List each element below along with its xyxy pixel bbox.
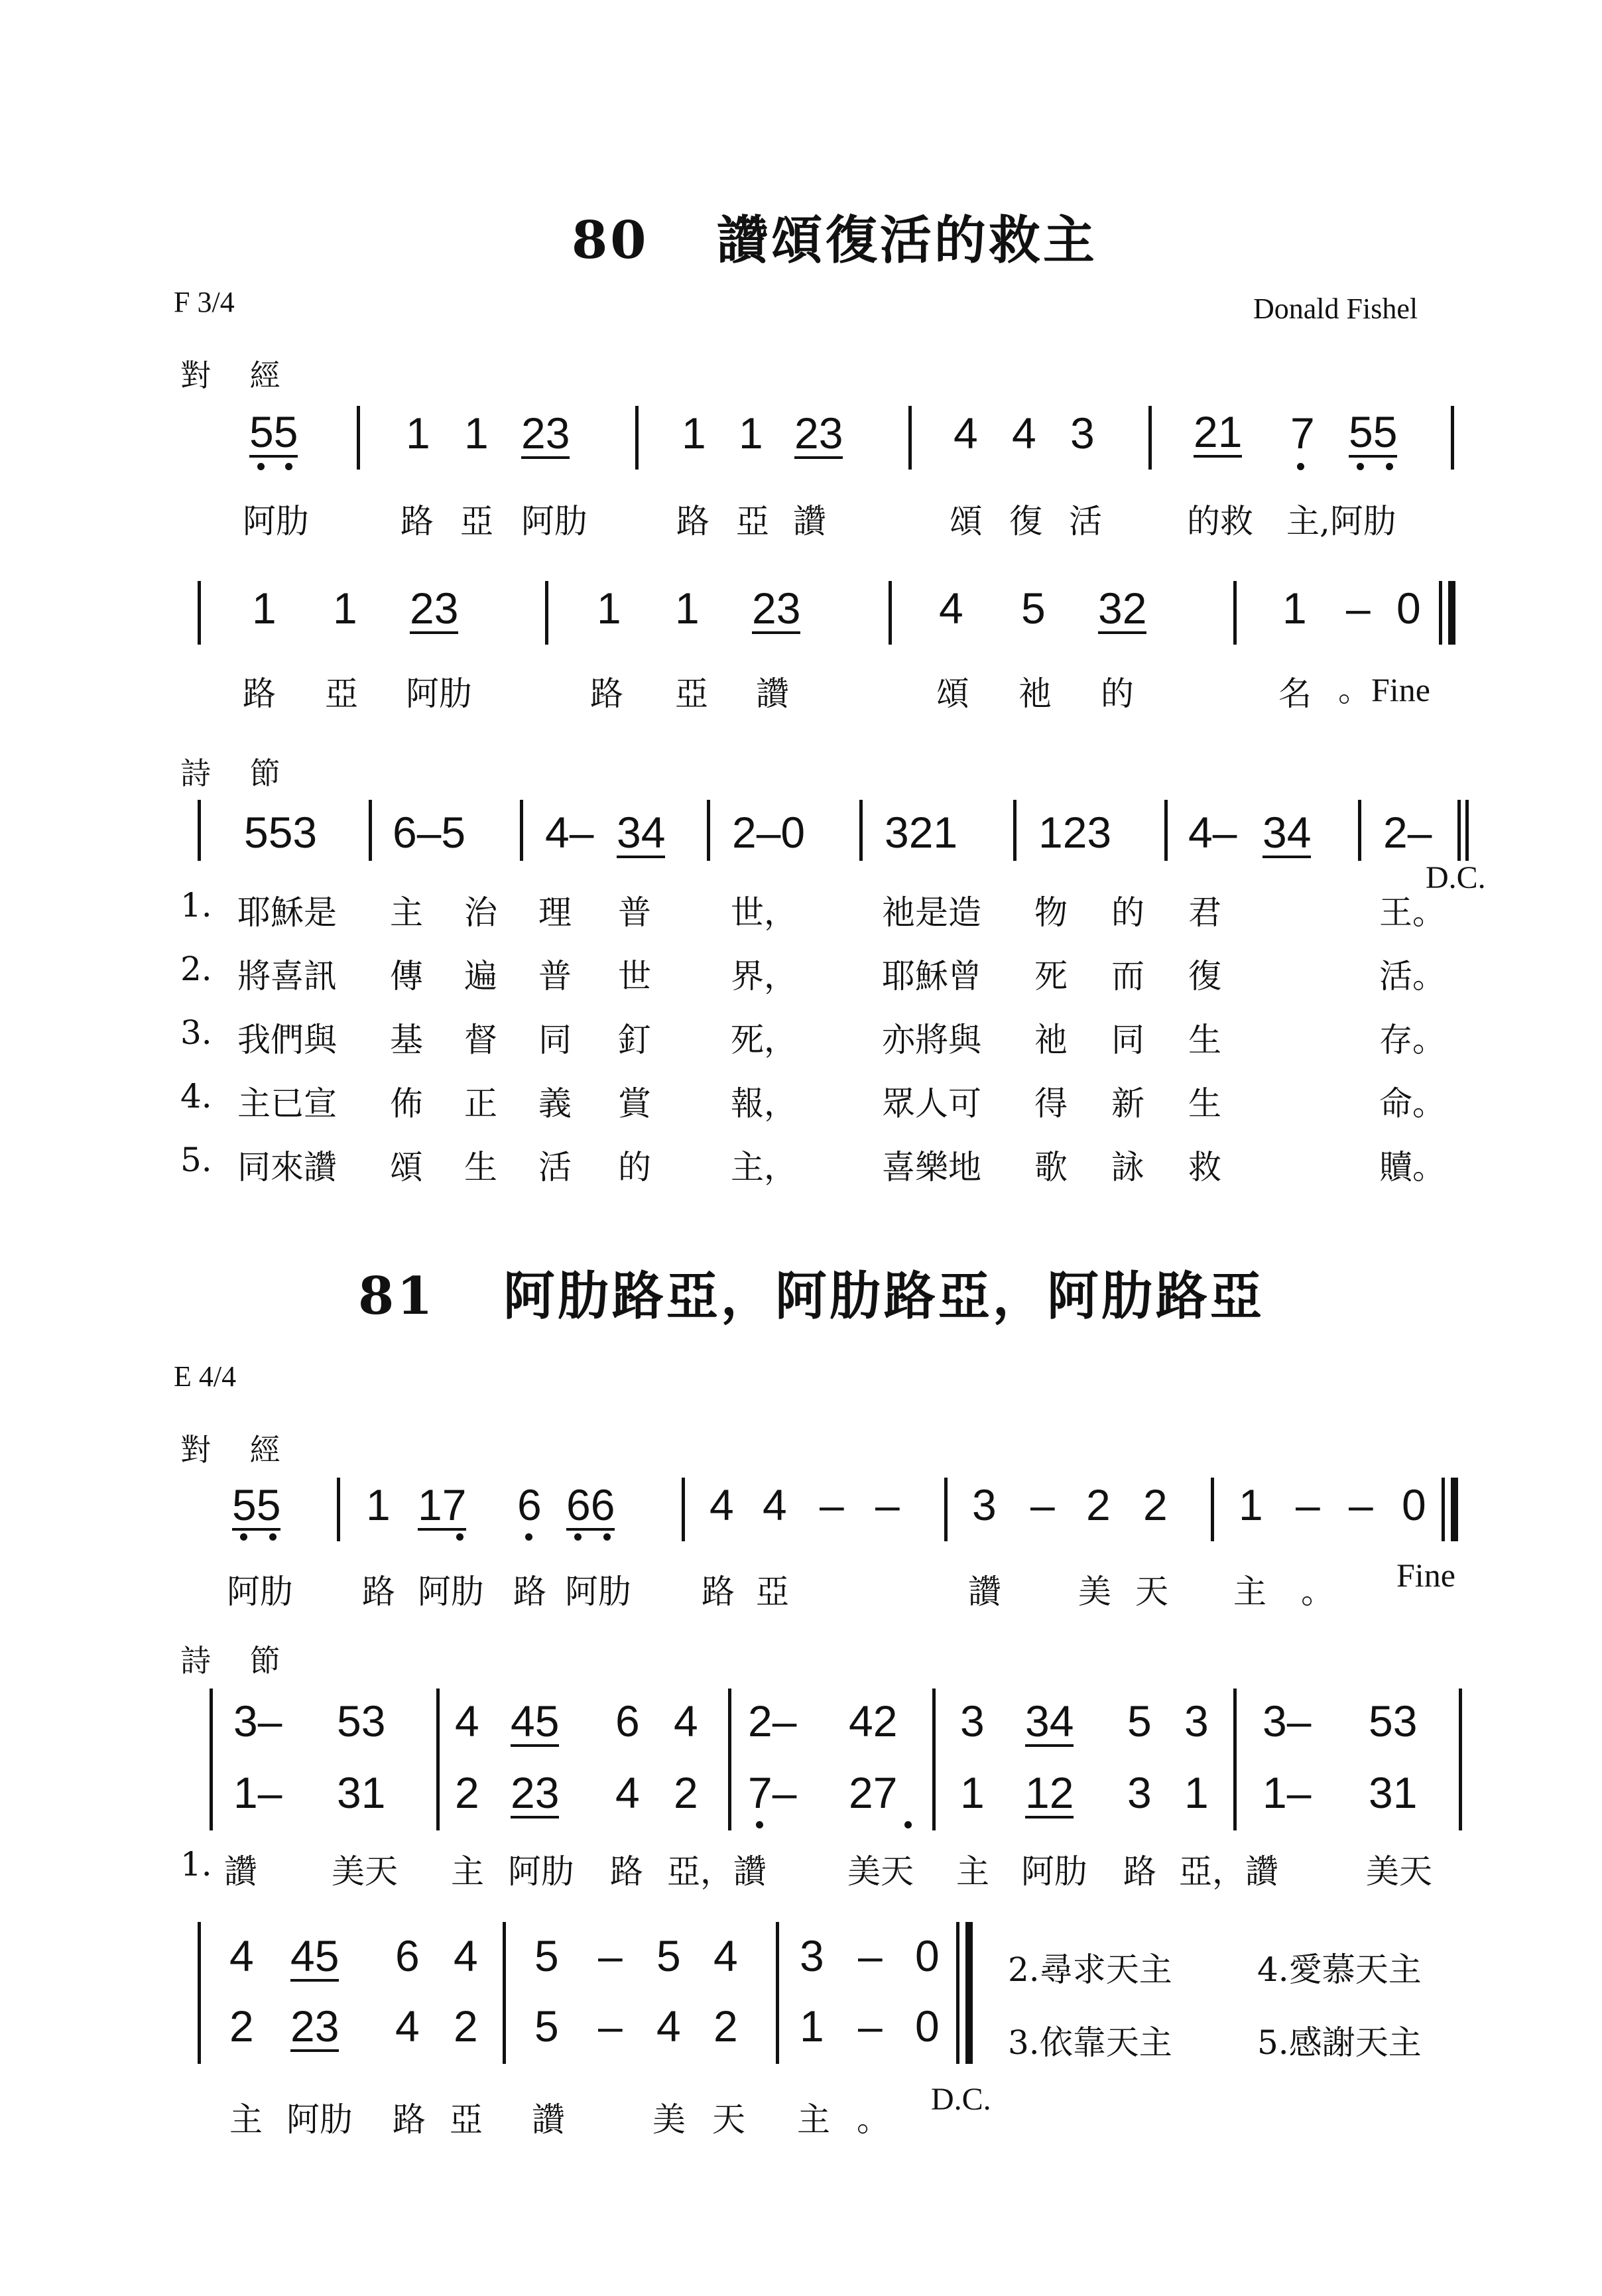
lyric: 喜樂地 (882, 1148, 981, 1186)
barline (635, 406, 639, 470)
note: 3 (1127, 1768, 1152, 1817)
note: 42 (849, 1696, 898, 1746)
note: 1 (800, 2002, 824, 2051)
lyric: 活 (538, 1148, 572, 1186)
note: 3 (972, 1480, 997, 1529)
hymn81-refrain-label: 對 經 (180, 1432, 295, 1468)
note: 12 (1025, 1768, 1074, 1817)
lyric: 義 (538, 1084, 572, 1123)
low-dot (574, 1533, 582, 1541)
note: 31 (1369, 1768, 1418, 1817)
lyric: 存。 (1379, 1021, 1446, 1059)
note: 4 (763, 1480, 787, 1529)
lyric: 我們與 (237, 1021, 337, 1059)
verse-number: 2. (180, 950, 212, 988)
note: 3– (233, 1696, 282, 1746)
note: 1 (1239, 1480, 1263, 1529)
lyric: 主 (390, 893, 423, 932)
barline (707, 800, 710, 861)
note: 55 (1349, 407, 1398, 456)
note: 6 (615, 1696, 640, 1746)
note: 4 (454, 1931, 478, 1980)
final-barline-thin (1457, 800, 1461, 861)
hymn80-refrain-label: 對 經 (180, 357, 295, 393)
barline (198, 800, 201, 861)
barline (859, 800, 863, 861)
note: 4 (954, 409, 978, 458)
note: – (1030, 1480, 1055, 1529)
lyric: 路 (362, 1572, 395, 1611)
verse-number: 1. (180, 1845, 212, 1883)
barline (520, 800, 523, 861)
hymn81-key: E 4/4 (174, 1360, 237, 1393)
note: 32 (1098, 584, 1147, 633)
note: 2– (1383, 808, 1432, 857)
lyric: 耶穌曾 (882, 957, 981, 995)
verse-number: 3. (180, 1013, 212, 1052)
lyric: 復 (1188, 957, 1221, 995)
note: 4 (455, 1696, 479, 1746)
note: 1 (333, 584, 357, 633)
final-barline-thin (1442, 1478, 1445, 1541)
lyric: 復 (1009, 502, 1042, 541)
note: 321 (885, 808, 958, 857)
lyric: 界， (731, 957, 797, 995)
lyric: 生 (464, 1148, 497, 1186)
hymn80-name: 讚頌復活的救主 (716, 210, 1097, 271)
lyric: 王。 (1379, 893, 1446, 932)
lyric: 阿肋 (406, 674, 472, 713)
lyric: 死 (1034, 957, 1068, 995)
lyric: 新 (1111, 1084, 1144, 1123)
note: 2 (713, 2002, 738, 2051)
lyric: 主 (451, 1852, 484, 1891)
note: 5 (1127, 1696, 1152, 1746)
lyric: 世 (618, 957, 651, 995)
note: 1 (366, 1480, 391, 1529)
note: 1 (675, 584, 700, 633)
note: – (875, 1480, 900, 1529)
barline (1451, 406, 1454, 470)
barline (1233, 581, 1237, 645)
lyric: 耶穌是 (237, 893, 337, 932)
low-dot (603, 1533, 611, 1541)
lyric: 理 (538, 893, 572, 932)
lyric: 亞 (450, 2100, 483, 2139)
lyric: 亞，讚 (667, 1852, 767, 1891)
verse-number: 5. (180, 1141, 212, 1179)
lyric: 同來讚 (237, 1148, 337, 1186)
hymn81-title (358, 1255, 1264, 1329)
lyric: 路 (400, 502, 434, 541)
verse-option: 2.尋求天主 (1008, 1950, 1172, 1989)
lyric: 亞，讚 (1179, 1852, 1278, 1891)
note: 55 (232, 1480, 281, 1529)
note: 34 (1025, 1696, 1074, 1746)
lyric: 得 (1034, 1084, 1068, 1123)
note: 7– (748, 1768, 797, 1817)
lyric: 天 (1135, 1572, 1168, 1611)
note: 2 (1086, 1480, 1111, 1529)
lyric: 主 (797, 2100, 830, 2139)
lyric: 讚 (224, 1852, 257, 1891)
lyric: 美天 (1366, 1852, 1432, 1891)
note: 5 (656, 1931, 681, 1980)
lyric: 賞 (618, 1084, 651, 1123)
note: 4 (229, 1931, 254, 1980)
note: 3– (1263, 1696, 1312, 1746)
low-dot (257, 463, 265, 470)
barline (908, 406, 912, 470)
note: 1 (1282, 584, 1307, 633)
lyric: 阿肋 (508, 1852, 574, 1891)
hymn80-verse-label: 詩 節 (180, 755, 295, 791)
lyric: 君 (1188, 893, 1221, 932)
note: 4 (1012, 409, 1036, 458)
lyric: 而 (1111, 957, 1144, 995)
hymn80-dc: D.C. (1426, 860, 1486, 895)
lyric: 普 (618, 893, 651, 932)
note: 3 (800, 1931, 824, 1980)
lyric: 路 (610, 1852, 643, 1891)
lyric: 頌 (936, 674, 969, 713)
note: 0 (915, 1931, 940, 1980)
barline (682, 1478, 685, 1541)
lyric: 路 (513, 1572, 546, 1611)
note: 55 (249, 407, 298, 456)
note: 553 (244, 808, 318, 857)
lyric: 活。 (1379, 957, 1446, 995)
lyric: 美天 (332, 1852, 398, 1891)
note: 1 (406, 409, 430, 458)
note: 123 (1038, 808, 1112, 857)
lyric: 眾人可 (882, 1084, 981, 1123)
barline (1459, 1689, 1462, 1830)
barline (545, 581, 548, 645)
lyric: 主,阿肋 (1286, 502, 1396, 541)
barline (1013, 800, 1017, 861)
note: 4 (656, 2002, 681, 2051)
lyric: 祂 (1034, 1021, 1068, 1059)
note: 7 (1290, 409, 1315, 458)
note: 1 (739, 409, 763, 458)
note: 6 (395, 1931, 420, 1980)
lyric: 阿肋 (243, 502, 309, 541)
lyric: 正 (464, 1084, 497, 1123)
lyric: 主 (956, 1852, 989, 1891)
note: – (858, 2002, 883, 2051)
note: 3 (1070, 409, 1095, 458)
low-dot (1386, 463, 1393, 470)
hymn81-number: 81 (358, 1266, 436, 1326)
note: 3 (1184, 1696, 1209, 1746)
note: 3 (960, 1696, 985, 1746)
lyric: Fine (1396, 1557, 1455, 1594)
lyric: 美天 (847, 1852, 914, 1891)
note: 45 (511, 1696, 560, 1746)
final-barline-thin (956, 1922, 959, 2064)
hymn81-dc: D.C. (931, 2082, 991, 2117)
note: 5 (534, 1931, 559, 1980)
barline (1211, 1478, 1214, 1541)
note: 21 (1194, 407, 1243, 456)
note: 4 (709, 1480, 734, 1529)
lyric: 讚 (793, 502, 826, 541)
lyric: 主， (731, 1148, 797, 1186)
verse-option: 3.依靠天主 (1008, 2023, 1172, 2062)
barline (357, 406, 360, 470)
low-dot (456, 1533, 463, 1541)
lyric: 路 (1123, 1852, 1156, 1891)
note: – (598, 2002, 623, 2051)
note: 45 (290, 1931, 339, 1980)
note: – (820, 1480, 844, 1529)
lyric: 生 (1188, 1084, 1221, 1123)
note: 1 (252, 584, 277, 633)
note: 4 (939, 584, 963, 633)
final-barline-thin (1465, 800, 1469, 861)
final-barline-thin (1439, 581, 1442, 645)
lyric: 活 (1069, 502, 1102, 541)
hymn81-verse-label: 詩 節 (180, 1643, 295, 1679)
low-dot (525, 1533, 532, 1541)
note: 1 (1184, 1768, 1209, 1817)
lyric: 名 (1278, 674, 1312, 713)
lyric: 。 (1301, 1572, 1334, 1611)
lyric: 基 (390, 1021, 423, 1059)
note: 1– (1263, 1768, 1312, 1817)
note: 1 (682, 409, 706, 458)
lyric: 。 (857, 2100, 890, 2139)
lyric: 阿肋 (1021, 1852, 1087, 1891)
note: – (1349, 1480, 1373, 1529)
lyric: 主已宣 (237, 1084, 337, 1123)
note: 2 (1143, 1480, 1168, 1529)
final-barline-thick (965, 1922, 973, 2064)
note: 4 (395, 2002, 420, 2051)
barline (198, 1922, 201, 2064)
lyric: 將喜訊 (237, 957, 337, 995)
lyric: 讚 (968, 1572, 1001, 1611)
note: 4 (674, 1696, 698, 1746)
lyric: 死， (731, 1021, 797, 1059)
lyric: 遍 (464, 957, 497, 995)
low-dot (756, 1821, 763, 1828)
low-dot (240, 1533, 247, 1541)
final-barline-thick (1451, 1478, 1458, 1541)
low-dot (1357, 463, 1364, 470)
note: 4 (615, 1768, 640, 1817)
note: 1– (233, 1768, 282, 1817)
barline (503, 1922, 506, 2064)
lyric: 命。 (1379, 1084, 1446, 1123)
note: – (1346, 584, 1371, 633)
lyric: 同 (1111, 1021, 1144, 1059)
note: 0 (1402, 1480, 1426, 1529)
lyric: 阿肋 (227, 1572, 293, 1611)
barline (776, 1922, 779, 2064)
lyric: 亞 (460, 502, 493, 541)
hymn81-name: 阿肋路亞，阿肋路亞，阿肋路亞 (503, 1266, 1264, 1326)
lyric: 路 (243, 674, 276, 713)
barline (932, 1689, 936, 1830)
low-dot (1297, 463, 1304, 470)
note: 34 (1263, 808, 1312, 857)
low-dot (904, 1821, 912, 1828)
barline (889, 581, 892, 645)
barline (1233, 1689, 1237, 1830)
lyric: 天 (712, 2100, 745, 2139)
lyric: 普 (538, 957, 572, 995)
lyric: 阿肋 (286, 2100, 353, 2139)
note: 2 (455, 1768, 479, 1817)
note: 23 (521, 409, 570, 458)
verse-option: 5.感謝天主 (1257, 2023, 1422, 2062)
note: 23 (752, 584, 801, 633)
note: 1 (597, 584, 621, 633)
lyric: 亞 (325, 674, 358, 713)
lyric: 治 (464, 893, 497, 932)
lyric: 生 (1188, 1021, 1221, 1059)
lyric: 釘 (618, 1021, 651, 1059)
barline (436, 1689, 440, 1830)
note: 5 (1021, 584, 1046, 633)
lyric: 的 (1111, 893, 1144, 932)
note: – (598, 1931, 623, 1980)
lyric: 督 (464, 1021, 497, 1059)
note: 1 (960, 1768, 985, 1817)
note: 5 (534, 2002, 559, 2051)
lyric: 歌 (1034, 1148, 1068, 1186)
note: 17 (418, 1480, 467, 1529)
lyric: 的救 (1187, 502, 1253, 541)
verse-number: 1. (180, 886, 212, 925)
note: 53 (1369, 1696, 1418, 1746)
lyric: 。Fine (1338, 671, 1430, 708)
barline (337, 1478, 340, 1541)
barline (944, 1478, 948, 1541)
lyric: 路 (590, 674, 623, 713)
hymn80-composer: Donald Fishel (1253, 292, 1418, 325)
note: 4– (545, 808, 594, 857)
note: 23 (511, 1768, 560, 1817)
lyric: 報， (731, 1084, 797, 1123)
low-dot (269, 1533, 277, 1541)
lyric: 主 (229, 2100, 263, 2139)
note: 1 (464, 409, 489, 458)
lyric: 路 (702, 1572, 735, 1611)
lyric: 頌 (950, 502, 983, 541)
note: 23 (290, 2002, 339, 2051)
lyric: 亦將與 (882, 1021, 981, 1059)
lyric: 讚 (532, 2100, 565, 2139)
note: 27 (849, 1768, 898, 1817)
note: 2 (454, 2002, 478, 2051)
lyric: 祂 (1018, 674, 1052, 713)
barline (369, 800, 372, 861)
note: 23 (794, 409, 843, 458)
verse-option: 4.愛慕天主 (1257, 1950, 1422, 1989)
hymn80-key: F 3/4 (174, 286, 235, 318)
lyric: 物 (1034, 893, 1068, 932)
lyric: 亞 (756, 1572, 789, 1611)
note: 2– (748, 1696, 797, 1746)
note: 4 (713, 1931, 738, 1980)
note: 4– (1188, 808, 1237, 857)
lyric: 美 (652, 2100, 686, 2139)
hymn80-title (572, 199, 1097, 273)
barline (1148, 406, 1152, 470)
barline (728, 1689, 731, 1830)
lyric: 佈 (390, 1084, 423, 1123)
final-barline-thick (1448, 581, 1455, 645)
lyric: 的 (1101, 674, 1134, 713)
lyric: 頌 (390, 1148, 423, 1186)
note: 2 (229, 2002, 254, 2051)
lyric: 阿肋 (521, 502, 587, 541)
note: 0 (1396, 584, 1421, 633)
note: 23 (410, 584, 459, 633)
lyric: 世， (731, 893, 797, 932)
lyric: 救 (1188, 1148, 1221, 1186)
note: 34 (617, 808, 666, 857)
lyric: 亞 (736, 502, 769, 541)
low-dot (285, 463, 292, 470)
lyric: 阿肋 (565, 1572, 631, 1611)
lyric: 美 (1078, 1572, 1111, 1611)
barline (210, 1689, 213, 1830)
note: 0 (915, 2002, 940, 2051)
note: 2–0 (732, 808, 806, 857)
lyric: 路 (393, 2100, 426, 2139)
lyric: 贖。 (1379, 1148, 1446, 1186)
lyric: 詠 (1111, 1148, 1144, 1186)
lyric: 傳 (390, 957, 423, 995)
note: 66 (566, 1480, 615, 1529)
note: – (1296, 1480, 1320, 1529)
note: – (858, 1931, 883, 1980)
lyric: 主 (1233, 1572, 1266, 1611)
note: 6 (517, 1480, 542, 1529)
lyric: 阿肋 (418, 1572, 484, 1611)
lyric: 同 (538, 1021, 572, 1059)
note: 2 (674, 1768, 698, 1817)
note: 31 (337, 1768, 386, 1817)
barline (1164, 800, 1168, 861)
barline (198, 581, 201, 645)
lyric: 的 (618, 1148, 651, 1186)
note: 6–5 (393, 808, 466, 857)
lyric: 亞 (675, 674, 708, 713)
verse-number: 4. (180, 1077, 212, 1116)
lyric: 讚 (756, 674, 789, 713)
note: 53 (337, 1696, 386, 1746)
barline (1358, 800, 1361, 861)
hymn80-number: 80 (572, 210, 649, 271)
lyric: 路 (676, 502, 709, 541)
lyric: 祂是造 (882, 893, 981, 932)
